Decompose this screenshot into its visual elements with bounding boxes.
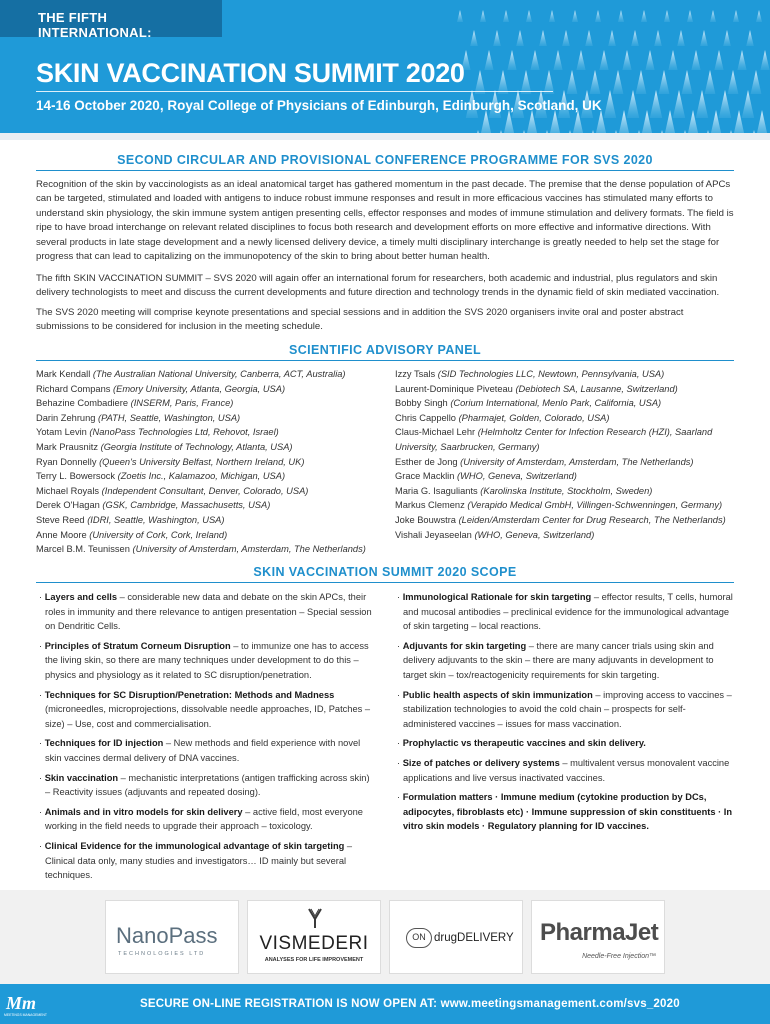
panel-member-affiliation: (Emory University, Atlanta, Georgia, USA) (113, 383, 286, 394)
microneedle-spike (673, 90, 685, 118)
microneedle-spike (641, 10, 647, 22)
scope-item-title: Techniques for ID injection (44, 738, 164, 749)
panel-member-affiliation: (Pharmajet, Golden, Colorado, USA) (458, 412, 610, 423)
microneedle-spike (622, 50, 631, 70)
microneedle-spike (728, 70, 739, 94)
panel-member-name: Darin Zehrung (36, 412, 96, 423)
forum-paragraph: The fifth SKIN VACCINATION SUMMIT – SVS 2020 will again offer an international forum for researchers, both academic and industrial, plus regulators and skin delivery technologists to meet and discuss the current developments and future direction and technology trends in the dynamic field of skin mediated vaccination. (36, 273, 720, 299)
microneedle-spike (493, 30, 501, 46)
scope-item-title: Formulation matters · Immune medium (cytokine production by DCs, adipocytes, fibroblasts etc) · Immune suppression of skin constituents · In vitro skin models · Regulatory planning for ID vaccines. (402, 792, 733, 832)
edition-label: THE FIFTH INTERNATIONAL: (38, 10, 152, 40)
microneedle-spike (659, 70, 670, 94)
microneedle-spike (700, 30, 708, 46)
microneedle-spike (760, 50, 769, 70)
panel-member (36, 440, 386, 455)
event-date-venue: 14-16 October 2020, Royal College of Physicians of Edinburgh, Edinburgh, Scotland, UK (36, 98, 602, 113)
panel-member-affiliation: (Georgia Institute of Technology, Atlanta, USA) (100, 441, 293, 452)
panel-member-affiliation: (Verapido Medical GmbH, Villingen-Schwenningen, Germany) (467, 500, 723, 511)
panel-member-name: Anne Moore (36, 529, 87, 540)
microneedle-spike (470, 30, 478, 46)
scope-item-text: – multivalent versus monovalent vaccine applications and live versus inactivated vaccines. (403, 757, 730, 783)
scope-item: · Size of patches or delivery systems – multivalent versus monovalent vaccine applications and live versus inactivated vaccines. (397, 757, 730, 783)
panel-member-name: Mark Kendall (36, 369, 91, 379)
panel-member-affiliation: (GSK, Cambridge, Massachusetts, USA) (102, 500, 271, 511)
microneedle-spike (549, 10, 555, 22)
microneedle-spike (595, 10, 601, 22)
microneedle-array-image (440, 0, 770, 140)
microneedle-spike (553, 50, 562, 70)
microneedle-spike (530, 50, 539, 70)
scope-item: · Immunological Rationale for skin targeting – effector results, T cells, humoral and mucosal antibodies – preclinical evidence for the immunological advantage of skin targeting – local reactions. (397, 592, 733, 632)
panel-member-affiliation: (WHO, Geneva, Switzerland) (474, 529, 595, 540)
panel-member-affiliation: (The Australian National University, Canberra, ACT, Australia) (92, 369, 346, 379)
panel-member (395, 513, 730, 528)
scope-item: · Techniques for SC Disruption/Penetration: Methods and Madness (microneedles, microprojections, dissolvable needle approaches, ID, Patches – size) – Use, cost and commercialisation. (39, 689, 371, 729)
scope-item: · Skin vaccination – mechanistic interpretations (antigen trafficking across skin) – Reactivity issues (adjuvants and repeated dosing). (39, 772, 370, 798)
panel-member-affiliation: (Zoetis Inc., Kalamazoo, Michigan, USA) (117, 471, 286, 482)
meetings-management-logo[interactable] (0, 992, 70, 1018)
microneedle-spike (705, 70, 716, 94)
scope-item: · Principles of Stratum Corneum Disruption – to immunize one has to access the living skin, so there are many techniques under development to do this – physics and physiology as it related to SC disruption/penetration. (39, 640, 369, 680)
scope-item-title: Prophylactic vs therapeutic vaccines and skin delivery. (402, 738, 646, 749)
panel-member (36, 484, 386, 499)
panel-list-left (36, 367, 386, 557)
microneedle-spike (526, 10, 532, 22)
scope-item: · Animals and in vitro models for skin delivery – active field, most everyone working in the field needs to upgrade their approach – toxicology. (39, 806, 363, 832)
nanopass-logo-sub: TECHNOLOGIES LTD (118, 951, 206, 957)
microneedle-spike (604, 90, 616, 118)
footer-logo-text: MEETINGS MANAGEMENT (4, 1013, 47, 1017)
microneedle-spike (567, 70, 578, 94)
scope-item-title: Techniques for SC Disruption/Penetration: Methods and Madness (44, 689, 335, 700)
page-title: SKIN VACCINATION SUMMIT 2020 (36, 58, 465, 88)
microneedle-spike (599, 50, 608, 70)
scope-item-title: Skin vaccination (44, 772, 119, 783)
scope-item-text: – Clinical data only, many studies and investigators… ID mainly but several techniques. (45, 840, 353, 881)
scope-item-title: Immunological Rationale for skin targeting (402, 592, 592, 602)
microneedle-spike (613, 70, 624, 94)
panel-member-affiliation: (Debiotech SA, Lausanne, Switzerland) (515, 383, 678, 394)
microneedle-spike (503, 10, 509, 22)
microneedle-spike (608, 30, 616, 46)
panel-member-name: Yotam Levin (36, 427, 87, 438)
nanopass-logo[interactable] (105, 900, 239, 974)
microneedle-spike (733, 10, 739, 22)
scope-item-title: Public health aspects of skin immunization (402, 689, 593, 700)
panel-member (36, 411, 386, 426)
scope-divider (36, 582, 734, 583)
microneedle-spike (677, 30, 685, 46)
panel-member-affiliation: (Corium International, Menlo Park, California, USA) (450, 398, 662, 409)
panel-member (395, 469, 730, 484)
panel-member-affiliation: (IDRI, Seattle, Washington, USA) (87, 514, 225, 525)
circular-divider (36, 170, 734, 171)
panel-member-name: Joke Bouwstra (395, 514, 456, 525)
panel-member-name: Mark Prausnitz (36, 441, 98, 452)
pharmajet-logo[interactable] (531, 900, 665, 974)
vismederi-logo[interactable] (247, 900, 381, 974)
panel-member (395, 425, 730, 454)
scope-item-text: – considerable new data and debate on the skin APCs, their roles in immunity and there relevance to antigen presentation – Special session on Dendritic Cells. (45, 592, 372, 632)
panel-member (36, 367, 386, 382)
programme-paragraph: The SVS 2020 meeting will comprise keynote presentations and special sessions and in addition the SVS 2020 organisers invite oral and poster abstract submissions to be considered for inclusion in the meeting schedule. (36, 307, 684, 333)
panel-member-name: Ryan Donnelly (36, 456, 97, 467)
edition-tab (0, 0, 222, 40)
scope-heading: SKIN VACCINATION SUMMIT 2020 SCOPE (253, 565, 517, 579)
microneedle-spike (723, 30, 731, 46)
scope-item-title: Principles of Stratum Corneum Disruption (44, 640, 231, 651)
panel-member-affiliation: (Karolinska Institute, Stockholm, Sweden) (480, 485, 653, 496)
panel-member-affiliation: (University of Amsterdam, Amsterdam, The Netherlands) (132, 544, 366, 555)
ondrug-logo-name: drugDELIVERY (434, 932, 514, 944)
panel-member-name: Maria G. Isaguliants (395, 485, 478, 496)
scope-list-right (394, 590, 734, 839)
header-band (0, 133, 770, 140)
microneedle-spike (576, 50, 585, 70)
panel-member (36, 382, 386, 397)
scope-item: · Adjuvants for skin targeting – there are many cancer trials using skin and delivery adjuvants to the skin – there are many adjuvants in development to target skin – tox/reactogenicity requirements for skin targeting. (397, 640, 714, 680)
panel-member-affiliation: (Leiden/Amsterdam Center for Drug Research, The Netherlands) (458, 514, 726, 525)
scope-item-title: Animals and in vitro models for skin delivery (44, 806, 243, 817)
panel-member-name: Richard Compans (36, 383, 111, 394)
panel-member-name: Steve Reed (36, 514, 85, 525)
panel-list-right (395, 367, 730, 542)
panel-member (36, 528, 386, 543)
microneedle-spike (696, 90, 708, 118)
panel-member-affiliation: (Independent Consultant, Denver, Colorado, USA) (101, 485, 309, 496)
microneedle-spike (484, 50, 493, 70)
panel-member-name: Terry L. Bowersock (36, 471, 116, 482)
panel-member-name: Markus Clemenz (395, 500, 465, 511)
microneedle-spike (746, 30, 754, 46)
panel-member (395, 411, 730, 426)
panel-member (395, 498, 730, 513)
scope-list-left (36, 590, 376, 888)
scope-item: · Formulation matters · Immune medium (cytokine production by DCs, adipocytes, fibroblasts etc) · Immune suppression of skin constituents · In vitro skin models · Regulatory planning for ID vaccines. (397, 792, 733, 832)
panel-member-name: Marcel B.M. Teunissen (36, 544, 130, 555)
ondrugdelivery-logo[interactable] (389, 900, 523, 974)
vismederi-logo-name: VISMEDERI (259, 933, 369, 954)
panel-member (395, 528, 730, 543)
scope-item-title: Size of patches or delivery systems (402, 757, 560, 768)
scope-item: · Clinical Evidence for the immunological advantage of skin targeting – Clinical data only, many studies and investigators… ID mainly but several techniques. (39, 840, 353, 881)
panel-member-name: Derek O'Hagan (36, 500, 100, 511)
panel-member-affiliation: (University of Cork, Cork, Ireland) (89, 529, 228, 540)
vismederi-logo-sub: ANALYSES FOR LIFE IMPROVEMENT (264, 957, 364, 963)
panel-member (395, 382, 730, 397)
microneedle-spike (480, 10, 486, 22)
panel-member-affiliation: (Helmholtz Center for Infection Research (HZI), Saarland University, Saarbrucken, Germany) (395, 427, 713, 452)
panel-member (395, 367, 730, 382)
panel-member-name: Grace Macklin (395, 471, 455, 482)
panel-member-affiliation: (SID Technologies LLC, Newtown, Pennsylvania, USA) (437, 369, 665, 379)
microneedle-spike (650, 90, 662, 118)
circular-heading: SECOND CIRCULAR AND PROVISIONAL CONFERENCE PROGRAMME FOR SVS 2020 (117, 153, 653, 167)
microneedle-spike (627, 90, 639, 118)
panel-member (36, 513, 386, 528)
microneedle-spike (737, 50, 746, 70)
panel-member (36, 396, 386, 411)
microneedle-spike (742, 90, 754, 118)
scope-item: · Public health aspects of skin immunization – improving access to vaccines – stabilization technologies to avoid the cold chain – prospects for self-administered vaccines – issues for mass vaccination. (397, 689, 732, 729)
panel-member (36, 469, 386, 484)
sponsor-strip (0, 890, 770, 984)
microneedle-spike (516, 30, 524, 46)
panel-member-name: Bobby Singh (395, 398, 448, 409)
microneedle-spike (572, 10, 578, 22)
scope-item-text: – there are many cancer trials using skin and delivery adjuvants to the skin – there are many adjuvants in development to target skin – tox/reactogenicity requirements for skin targeting. (403, 640, 714, 680)
intro-paragraph: Recognition of the skin by vaccinologists as an ideal anatomical target has gathered momentum in the past decade. The premise that the dense population of APCs can be targeted, stimulated and loaded with antigens to induce robust immune responses and result in more efficacious vaccines has stimulated many efforts to understand skin physiology, the skin immune system antigen presenting cells, effector responses and modes of immune stimulation and delivery formats. The field is ripe to have broad interchange on relevant related disciplines to focus both research and development efforts on more effective and informative directions. With several products in late stage development and a newly licensed delivery device, a timely multi disciplinary interchange is greatly needed to help set the stage for progress that can lead to capitalizing on the immunopotency of the skin to bring about better human health. (36, 179, 734, 263)
panel-member (36, 498, 386, 513)
microneedle-spike (636, 70, 647, 94)
panel-member-affiliation: (INSERM, Paris, France) (130, 398, 234, 409)
microneedle-spike (691, 50, 700, 70)
panel-member-name: Vishali Jeyaseelan (395, 529, 472, 540)
microneedle-spike (719, 90, 731, 118)
scope-item-text: – New methods and field experience with novel skin vaccines dermal delivery of DNA vaccines. (45, 738, 361, 763)
footer-bar (0, 984, 770, 1024)
panel-member-affiliation: (NanoPass Technologies Ltd, Rehovot, Israel) (89, 427, 279, 438)
panel-heading: SCIENTIFIC ADVISORY PANEL (289, 343, 481, 357)
header-banner (0, 0, 770, 140)
microneedle-spike (714, 50, 723, 70)
panel-member-name: Claus-Michael Lehr (395, 427, 476, 438)
panel-divider (36, 360, 734, 361)
scope-item-text: – effector results, T cells, humoral and mucosal antibodies – preclinical evidence for the immunological advantage of skin targeting – local reactions. (403, 592, 733, 632)
microneedle-spike (507, 50, 516, 70)
microneedle-spike (664, 10, 670, 22)
nanopass-logo-name: NanoPass (116, 923, 218, 948)
microneedle-spike (562, 30, 570, 46)
scope-item: · Layers and cells – considerable new data and debate on the skin APCs, their roles in immunity and there relevance to antigen presentation – Special session on Dendritic Cells. (39, 592, 372, 632)
microneedle-spike (631, 30, 639, 46)
microneedle-spike (710, 10, 716, 22)
panel-member-affiliation: (University of Amsterdam, Amsterdam, The Netherlands) (460, 456, 694, 467)
scope-item-title: Adjuvants for skin targeting (402, 640, 527, 651)
microneedle-spike (654, 30, 662, 46)
microneedle-spike (756, 10, 762, 22)
panel-member-affiliation: (WHO, Geneva, Switzerland) (457, 471, 577, 482)
panel-member (36, 455, 386, 470)
panel-member-name: Michael Royals (36, 485, 100, 496)
scope-item-title: Clinical Evidence for the immunological advantage of skin targeting (44, 840, 345, 851)
panel-member (395, 484, 730, 499)
microneedle-spike (457, 10, 463, 22)
panel-member-name: Behazine Combadiere (36, 398, 128, 409)
svg-text:Mm: Mm (6, 993, 37, 1013)
vismederi-emblem-icon (307, 907, 323, 929)
panel-member-name: Laurent-Dominique Piveteau (395, 383, 513, 394)
scope-item-text: – to immunize one has to access the living skin, so there are many techniques under development to do this – physics and physiology as it related to SC disruption/penetration. (45, 640, 369, 680)
microneedle-spike (585, 30, 593, 46)
microneedle-spike (539, 30, 547, 46)
panel-member-name: Esther de Jong (395, 456, 458, 467)
microneedle-spike (668, 50, 677, 70)
scope-item: · Prophylactic vs therapeutic vaccines and skin delivery. (397, 738, 646, 749)
panel-member (36, 542, 386, 557)
panel-member (395, 396, 730, 411)
microneedle-spike (618, 10, 624, 22)
microneedle-spike (590, 70, 601, 94)
microneedle-spike (645, 50, 654, 70)
microneedle-spike (682, 70, 693, 94)
pharmajet-logo-name: PharmaJet (540, 919, 659, 946)
scope-item: · Techniques for ID injection – New methods and field experience with novel skin vaccines dermal delivery of DNA vaccines. (39, 738, 361, 763)
scope-item-text: – improving access to vaccines – stabilization technologies to avoid the cold chain – prospects for self-administered vaccines – issues for mass vaccination. (403, 689, 732, 729)
panel-member (395, 455, 730, 470)
panel-member (36, 425, 386, 440)
microneedle-spike (687, 10, 693, 22)
microneedle-spike (751, 70, 762, 94)
scope-item-text: (microneedles, microprojections, dissolvable needle approaches, ID, Patches – size) – Use, cost and commercialisation. (45, 704, 371, 729)
scope-item-title: Layers and cells (44, 592, 118, 602)
scope-item-text: – mechanistic interpretations (antigen trafficking across skin) – Reactivity issues (adjuvants and repeated dosing). (45, 772, 370, 798)
title-divider (36, 91, 553, 92)
pharmajet-logo-sub: Needle-Free Injection™ (582, 953, 656, 960)
panel-member-name: Chris Cappello (395, 412, 456, 423)
registration-link[interactable]: SECURE ON-LINE REGISTRATION IS NOW OPEN AT: www.meetingsmanagement.com/svs_2020 (140, 998, 680, 1010)
scope-item-text: – active field, most everyone working in the field needs to upgrade their approach – toxicology. (45, 806, 363, 832)
panel-member-affiliation: (PATH, Seattle, Washington, USA) (98, 412, 241, 423)
panel-member-affiliation: (Queen's University Belfast, Northern Ireland, UK) (99, 456, 305, 467)
ondrug-on-mark: ON (406, 928, 432, 948)
panel-member-name: Izzy Tsals (395, 369, 436, 379)
